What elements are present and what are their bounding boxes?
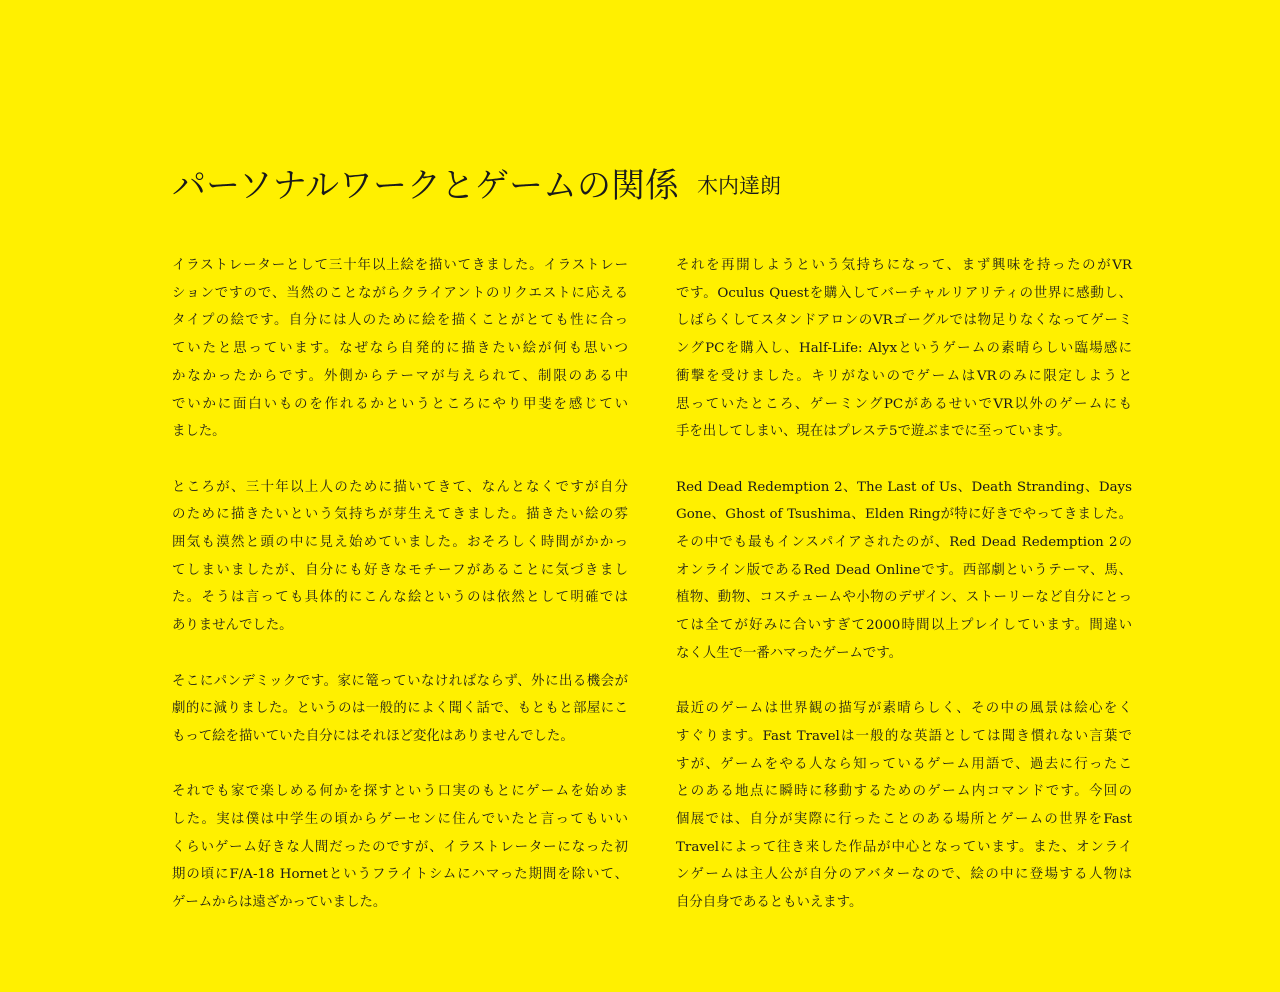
paragraph [676,252,1132,446]
text-line: くらいゲーム好きな人間だったのですが、イラストレーターになった初 [172,839,628,855]
text-line: イラストレーターとして三十年以上絵を描いてきました。イラストレー [172,258,628,273]
text-line: ました。 [172,424,226,440]
text-line: 期の頃にF/A-18 Hornetというフライトシムにハマった期間を除いて、 [172,867,628,883]
text-line: かなかったからです。外側からテーマが与えられて、制限のある中 [172,368,628,384]
text-line: その中でも最もインスパイアされたのが、Red Dead Redemption 2の [676,535,1132,551]
text-line: ありませんでした。 [172,618,293,634]
text-line: のために描きたいという気持ちが芽生えてきました。描きたい絵の雰 [172,507,628,523]
paragraph [172,474,628,640]
text-line: もって絵を描いていた自分にはそれほど変化はありませんでした。 [172,728,574,744]
text-line: 自分自身であるともいえます。 [676,895,863,911]
text-line: とのある地点に瞬時に移動するためのゲーム内コマンドです。今回の [676,784,1132,800]
text-line: そこにパンデミックです。家に篭っていなければならず、外に出る機会が [172,673,628,689]
text-line: オンライン版であるRed Dead Onlineです。西部劇というテーマ、馬、 [676,562,1132,578]
paragraph [676,695,1132,917]
text-line: なく人生で一番ハマったゲームです。 [676,645,903,661]
paragraph [676,474,1132,668]
left-column [172,252,628,945]
right-column [676,252,1132,945]
text-line: ところが、三十年以上人のために描いてきて、なんとなくですが自分 [172,479,628,495]
text-line: てしまいましたが、自分にも好きなモチーフがあることに気づきまし [172,562,628,578]
text-line: それを再開しようという気持ちになって、まず興味を持ったのがVR [676,258,1132,273]
text-line: ションですので、当然のことながらクライアントのリクエストに応える [172,285,628,301]
paragraph [172,252,628,446]
text-line: 劇的に減りました。というのは一般的によく聞く話で、もともと部屋にこ [172,701,628,717]
text-line: ングPCを購入し、Half-Life: Alyxというゲームの素晴らしい臨場感に [676,341,1132,357]
text-line: ては全てが好みに合いすぎて2000時間以上プレイしています。間違い [676,618,1132,634]
text-line: 個展では、自分が実際に行ったことのある場所とゲームの世界をFast [676,812,1132,828]
page-title: パーソナルワークとゲームの関係 [172,166,679,206]
text-line: ンゲームは主人公が自分のアバターなので、絵の中に登場する人物は [676,867,1132,883]
text-line: タイプの絵です。自分には人のために絵を描くことがとても性に合っ [172,313,628,329]
text-line: 思っていたところ、ゲーミングPCがあるせいでVR以外のゲームにも [676,396,1132,412]
text-line: 植物、動物、コスチュームや小物のデザイン、ストーリーなど自分にとっ [676,590,1132,606]
text-line: 衝撃を受けました。キリがないのでゲームはVRのみに限定しようと [676,368,1132,384]
author-name: 木内達朗 [697,174,781,198]
text-line: ゲームからは遠ざかっていました。 [172,895,387,911]
text-line: 手を出してしまい、現在はプレステ5で遊ぶまでに至っています。 [676,424,1071,440]
text-line: ていたと思っています。なぜなら自発的に描きたい絵が何も思いつ [172,341,628,357]
text-line: Travelによって往き来した作品が中心となっています。また、オンライ [676,839,1132,855]
text-line: 囲気も漠然と頭の中に見え始めていました。おそろしく時間がかかっ [172,535,628,551]
text-line: それでも家で楽しめる何かを探すという口実のもとにゲームを始めま [172,784,628,800]
text-line: しばらくしてスタンドアロンのVRゴーグルでは物足りなくなってゲーミ [676,313,1132,329]
text-line: でいかに面白いものを作れるかというところにやり甲斐を感じてい [172,396,628,412]
text-line: 最近のゲームは世界観の描写が素晴らしく、その中の風景は絵心をく [676,701,1132,717]
text-line: Red Dead Redemption 2、The Last of Us、Death Stranding、Days [676,479,1132,495]
text-line: すが、ゲームをやる人なら知っているゲーム用語で、過去に行ったこ [676,756,1132,772]
text-line: た。そうは言っても具体的にこんな絵というのは依然として明確では [172,590,628,606]
text-line: した。実は僕は中学生の頃からゲーセンに住んでいたと言ってもいい [172,812,628,828]
paragraph [172,778,628,917]
text-line: Gone、Ghost of Tsushima、Elden Ringが特に好きでやってきました。 [676,507,1132,523]
text-line: すぐります。Fast Travelは一般的な英語としては聞き慣れない言葉で [676,728,1132,744]
text-line: です。Oculus Questを購入してバーチャルリアリティの世界に感動し、 [676,285,1132,301]
paragraph [172,668,628,751]
